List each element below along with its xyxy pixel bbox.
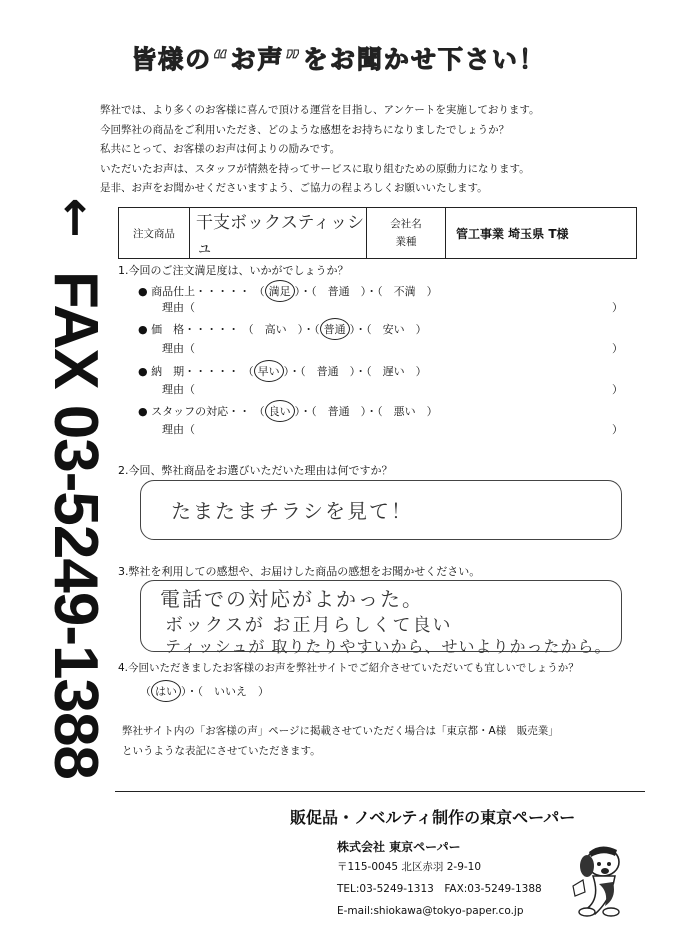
up-arrow-icon: ↑ — [54, 191, 96, 247]
intro-line: 今回弊社の商品をご利用いただき、どのような感想をお持ちになりましたでしょうか？ — [100, 123, 510, 136]
option[interactable]: いいえ — [214, 685, 247, 698]
page-title: 皆様の“お声”をお聞かせ下さい！ — [131, 45, 546, 74]
q3-answer-line: ボックスが お正月らしくて良い — [165, 615, 453, 636]
q1-reason — [162, 381, 195, 397]
postal-address: 〒115-0045 北区赤羽 2-9-10 — [337, 861, 482, 873]
fax-number: FAX 03-5249-1388 — [41, 271, 110, 779]
option[interactable]: 高い — [264, 323, 287, 336]
q1-reason — [162, 340, 195, 356]
q2-answer: たまたまチラシを見て！ — [171, 499, 413, 523]
fax-number-banner — [41, 191, 110, 779]
q1-item-label: スタッフの対応・・ — [151, 405, 251, 418]
option[interactable]: 安い — [382, 323, 405, 336]
q4-question: 4.今回いただきましたお客様のお声を弊社サイトでご紹介させていただいても宜しいでしょうか？ — [118, 662, 579, 674]
divider — [115, 791, 645, 792]
tel-fax: TEL:03-5249-1313 FAX:03-5249-1388 — [337, 883, 542, 895]
q2-question: 2.今回、弊社商品をお選びいただいた理由は何ですか？ — [118, 464, 393, 477]
q3-answer-line: ティッシュが 取りたりやすいから、せいよりかったから。 — [165, 637, 612, 656]
product-value: 干支ボックスティッシュ — [190, 208, 367, 259]
option[interactable]: 遅い — [382, 365, 405, 378]
q1-item-label: 納 期・・・・・ — [151, 365, 240, 378]
company-name: 株式会社 東京ペーパー — [337, 840, 461, 854]
paren: （ — [253, 285, 265, 298]
intro-line: 私共にとって、お客様のお声は何よりの励みです。 — [100, 143, 341, 155]
q1-reason — [162, 299, 195, 315]
q3-answer-line: 電話での対応がよかった。 — [160, 587, 424, 611]
q4-note: 弊社サイト内の「お客様の声」ページに掲載させていただく場合は「東京都・A様 販売業」 — [122, 725, 559, 737]
dog-mascot-icon — [565, 840, 637, 920]
q1-row-delivery: ● 納 期・・・・・ （ 早い ）・（ 普通 ）・（ 遅い ） — [138, 360, 427, 382]
reason-label: 理由（ — [162, 423, 195, 436]
option-circled[interactable]: 良い — [265, 400, 295, 422]
order-info-table — [118, 207, 637, 259]
option[interactable]: 悪い — [393, 405, 416, 418]
option-circled[interactable]: 早い — [254, 360, 284, 382]
bullet: ● — [138, 285, 148, 298]
reason-close-paren: ） — [612, 423, 623, 436]
option[interactable]: 普通 — [327, 405, 350, 418]
reason-label: 理由（ — [162, 383, 195, 396]
q4-note: というような表記にさせていただきます。 — [122, 745, 321, 757]
q2-answer-box[interactable] — [140, 480, 622, 540]
intro-line: 是非、お声をお聞かせくださいますよう、ご協力の程よろしくお願いいたします。 — [100, 182, 488, 194]
company-industry-label — [367, 208, 446, 259]
q4-options: （ はい ）・（ いいえ ） — [140, 680, 269, 702]
q3-question: 3.弊社を利用しての感想や、お届けした商品の感想をお聞かせください。 — [118, 565, 481, 578]
brand-tagline: 販促品・ノベルティ制作の東京ペーパー — [290, 808, 576, 827]
intro-text — [100, 101, 540, 199]
product-label: 注文商品 — [119, 208, 190, 259]
reason-close-paren: ） — [612, 342, 623, 355]
company-label: 会社名 — [390, 218, 422, 230]
option[interactable]: 不満 — [393, 285, 416, 298]
option[interactable]: 普通 — [316, 365, 339, 378]
bullet: ● — [138, 405, 148, 418]
q1-row-staff: ● スタッフの対応・・ （ 良い ）・（ 普通 ）・（ 悪い ） — [138, 400, 438, 422]
reason-close-paren: ） — [612, 301, 623, 314]
reason-label: 理由（ — [162, 342, 195, 355]
option-circled[interactable]: 普通 — [320, 318, 350, 340]
intro-line: いただいたお声は、スタッフが情熱を持ってサービスに取り組むための原動力になります。 — [100, 162, 530, 175]
q1-item-label: 商品仕上・・・・・ — [151, 285, 251, 298]
q1-reason — [162, 421, 195, 437]
company-value: 管工事業 埼玉県 T様 — [446, 208, 637, 259]
option-circled[interactable]: 満足 — [265, 280, 295, 302]
q1-row-finish: ● 商品仕上・・・・・ （ 満足 ）・（ 普通 ）・（ 不満 ） — [138, 280, 438, 302]
option[interactable]: 普通 — [327, 285, 350, 298]
reason-label: 理由（ — [162, 301, 195, 314]
bullet: ● — [138, 365, 148, 378]
industry-label: 業種 — [395, 236, 417, 248]
q1-row-price: ● 価 格・・・・・ （ 高い ）・（ 普通 ）・（ 安い ） — [138, 318, 427, 340]
q1-item-label: 価 格・・・・・ — [151, 323, 240, 336]
email: E-mail:shiokawa@tokyo-paper.co.jp — [337, 905, 524, 917]
intro-line: 弊社では、より多くのお客様に喜んで頂ける運営を目指し、アンケートを実施しております。 — [100, 104, 540, 116]
option-circled[interactable]: はい — [151, 680, 181, 702]
bullet: ● — [138, 323, 148, 336]
q1-question: 1.今回のご注文満足度は、いかがでしょうか？ — [118, 264, 349, 277]
reason-close-paren: ） — [612, 383, 623, 396]
